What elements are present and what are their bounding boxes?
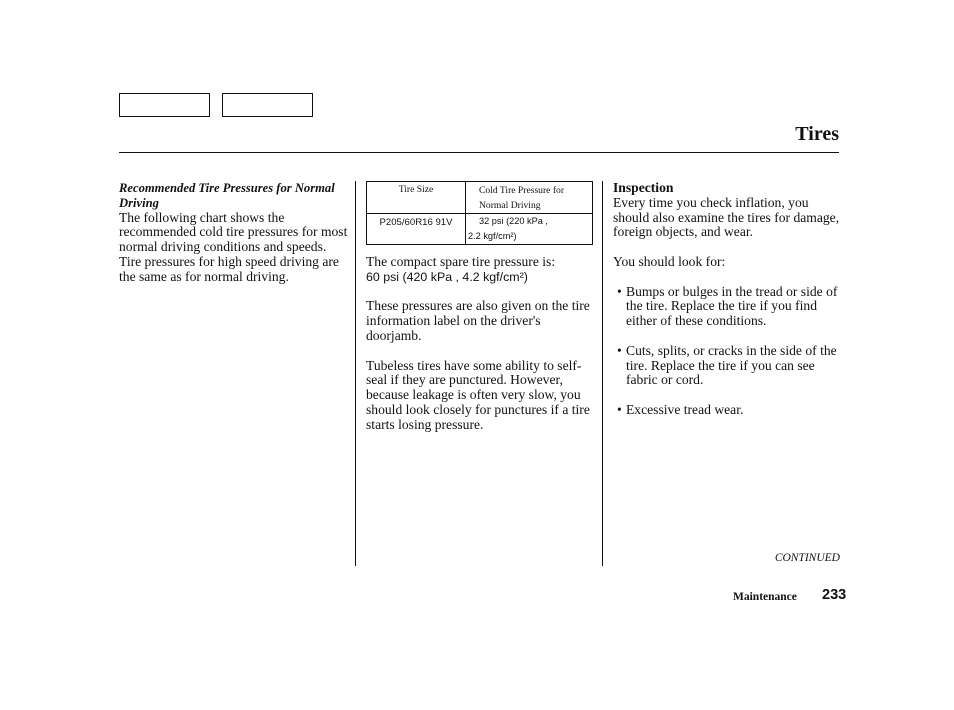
- continued-label: CONTINUED: [774, 552, 840, 564]
- list-item: • Cuts, splits, or cracks in the side of the tire. Replace the tire if you can see fabric or cord.: [613, 344, 845, 388]
- nav-tab-box-1[interactable]: [119, 93, 210, 117]
- nav-tab-box-2[interactable]: [222, 93, 313, 117]
- pressure-line-2: 2.2 kgf/cm²): [468, 231, 517, 241]
- footer-section-name: Maintenance: [733, 591, 797, 603]
- header-rule: [119, 152, 839, 153]
- page-title: Tires: [795, 123, 839, 145]
- recommended-pressures-text: The following chart shows the recommended cold tire pressures for most normal driving conditions and speeds. Tire pressures for high speed driving are the same as for normal driving.: [119, 209, 348, 284]
- label-location-text: These pressures are also given on the tire information label on the driver's doorjamb.: [366, 298, 590, 343]
- spare-pressure-value: 60 psi (420 kPa , 4.2 kgf/cm²): [366, 269, 528, 284]
- table-header-tire-size: Tire Size: [367, 182, 466, 214]
- table-cell-tire-size: P205/60R16 91V: [367, 214, 466, 245]
- tubeless-text: Tubeless tires have some ability to self-seal if they are punctured. However, because leakage is often very slow, you should look closely for punctures if a tire starts losing pressure.: [366, 357, 590, 432]
- column-divider-2: [602, 181, 603, 566]
- tire-pressure-table: [366, 181, 593, 245]
- recommended-pressures-heading: Recommended Tire Pressures for Normal Driving: [119, 181, 335, 210]
- spare-intro: The compact spare tire pressure is:: [366, 254, 556, 269]
- pressure-line-1: 32 psi (220 kPa ,: [479, 216, 548, 226]
- column-divider-1: [355, 181, 356, 566]
- look-for-text: You should look for:: [613, 253, 726, 269]
- inspection-list: [613, 285, 845, 418]
- table-row: [367, 214, 593, 245]
- table-cell-pressure: [466, 214, 593, 245]
- table-header-cold-pressure: Cold Tire Pressure for Normal Driving: [466, 182, 593, 214]
- page-number: 233: [822, 587, 847, 603]
- inspection-intro: Every time you check inflation, you should also examine the tires for damage, foreign objects, and wear.: [613, 194, 840, 240]
- column-right: [613, 181, 845, 418]
- inspection-heading: Inspection: [613, 180, 674, 195]
- table-header-row: [367, 182, 593, 214]
- column-left: [119, 181, 349, 285]
- list-item: • Excessive tread wear.: [613, 403, 845, 418]
- column-middle: [366, 255, 594, 433]
- list-item: • Bumps or bulges in the tread or side of the tire. Replace the tire if you find either of these conditions.: [613, 285, 845, 329]
